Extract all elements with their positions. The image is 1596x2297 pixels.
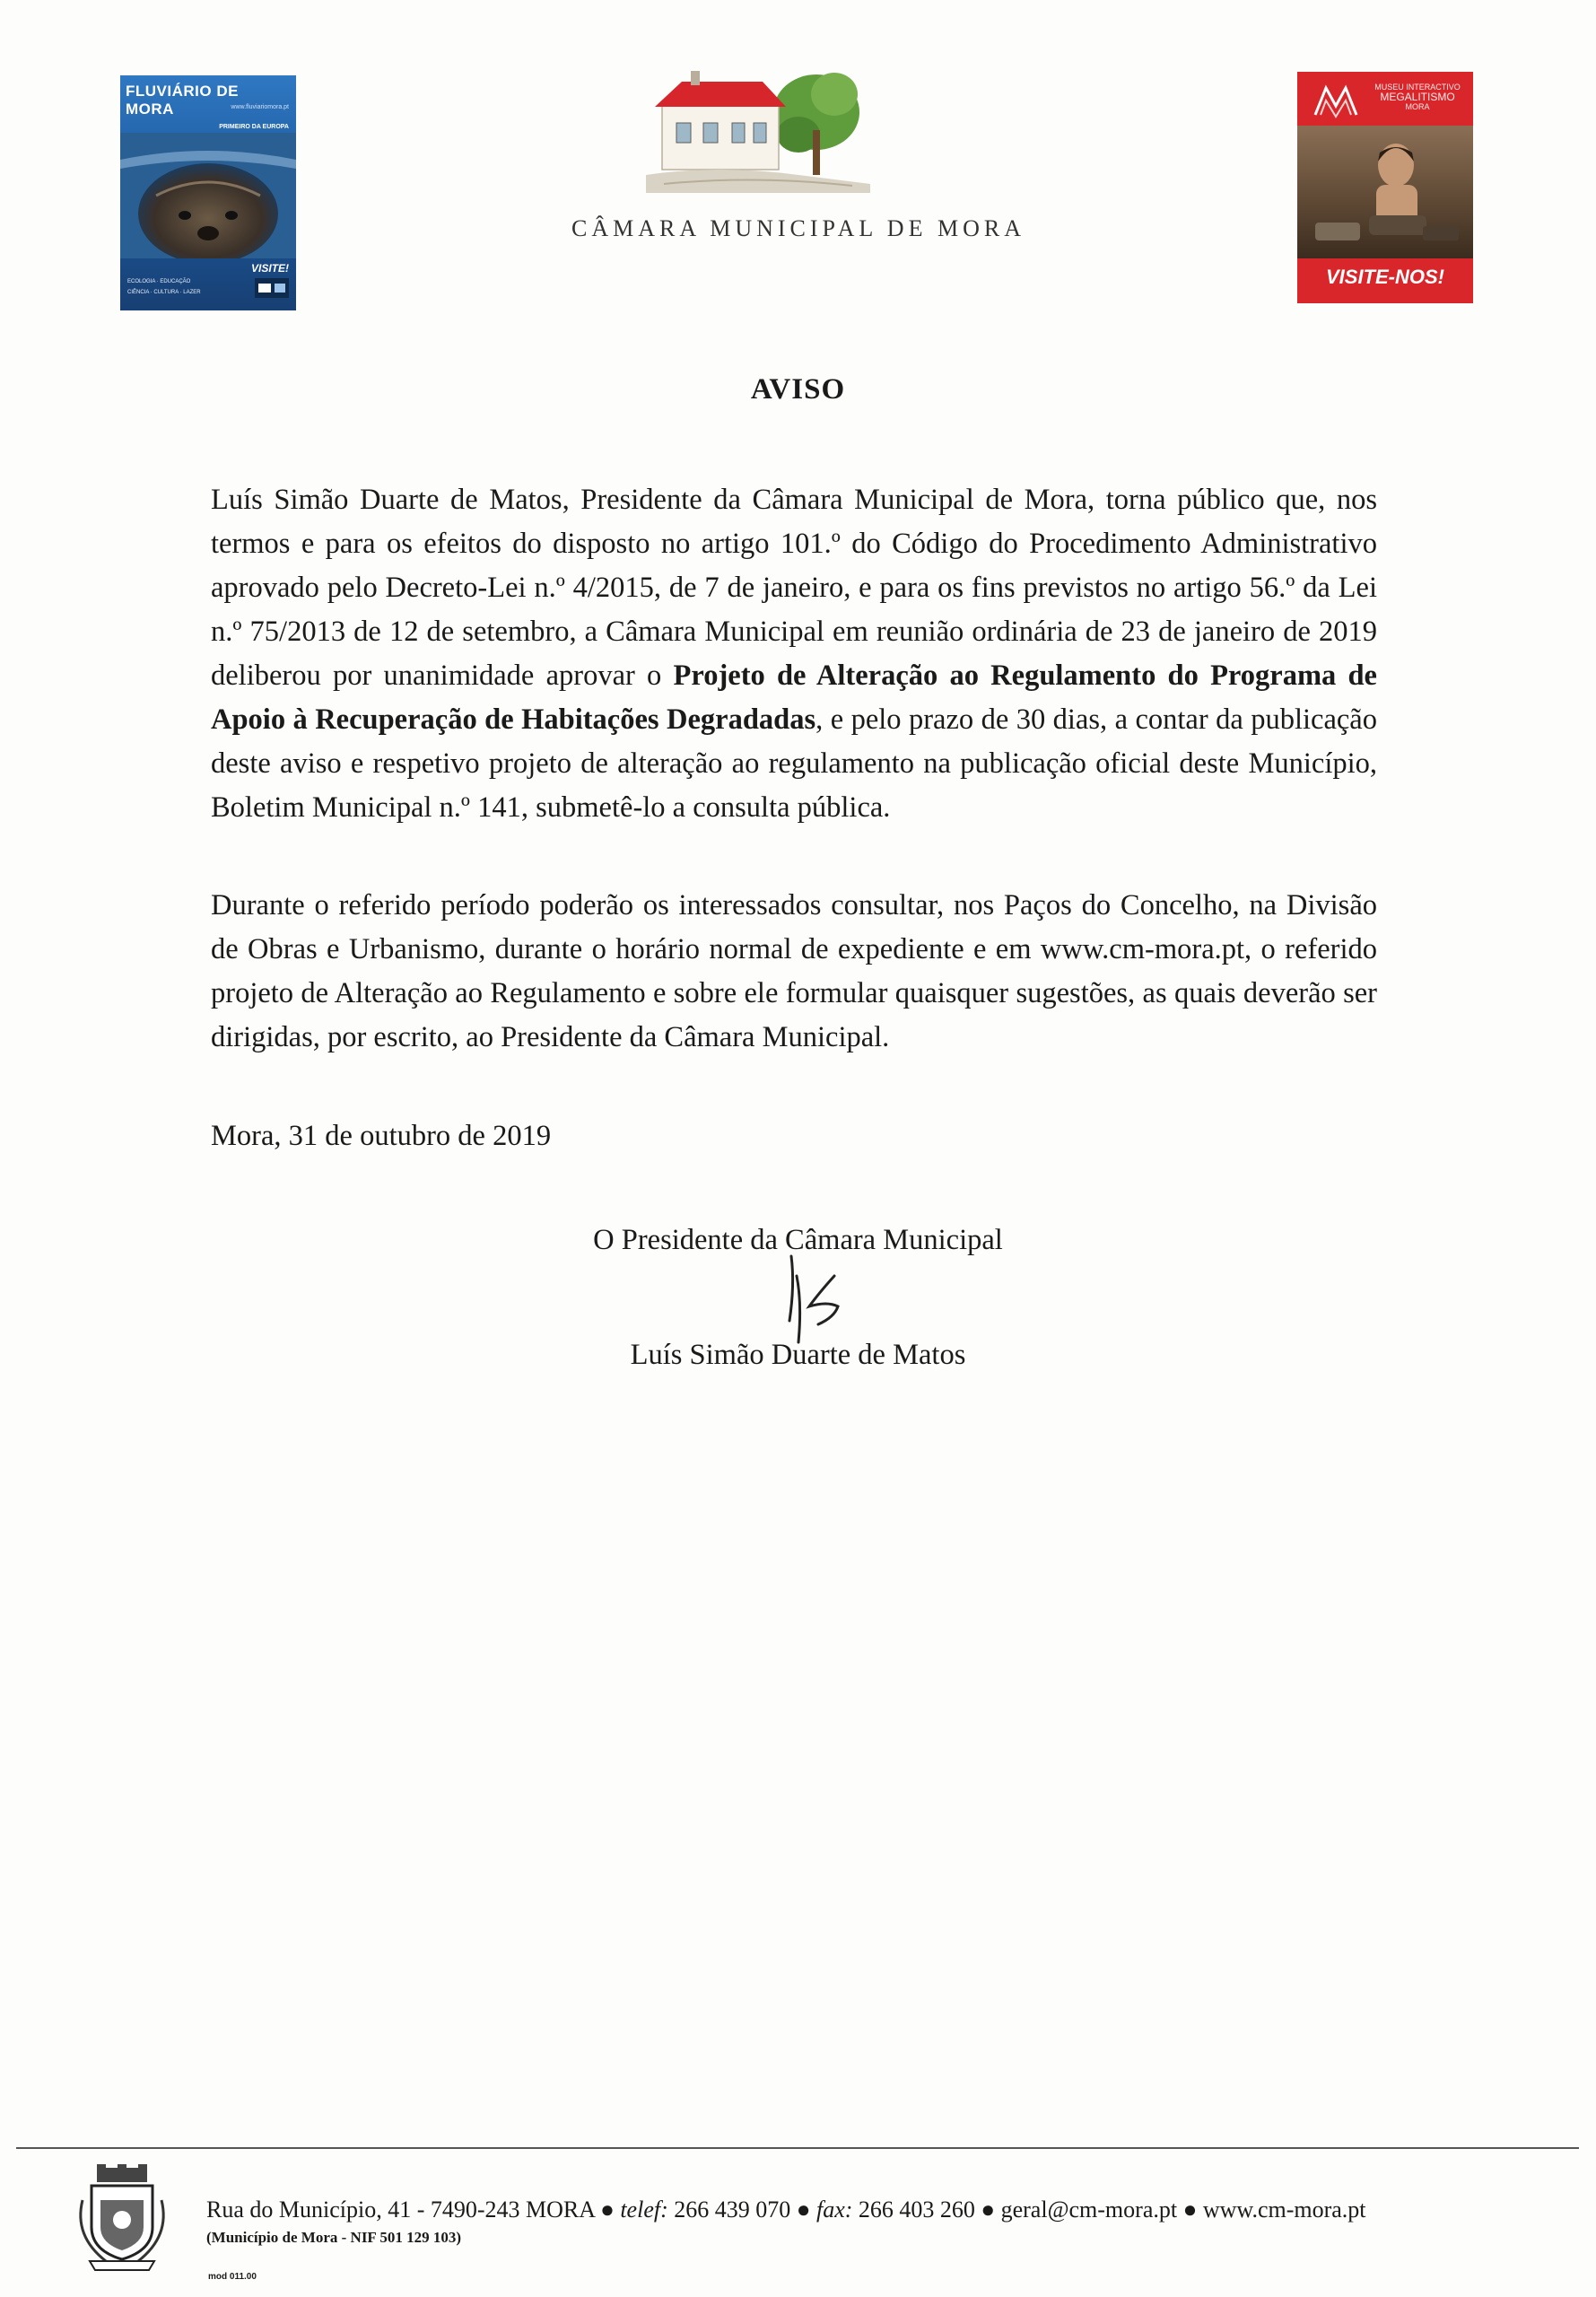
fluviario-mini-logo-icon bbox=[255, 278, 289, 298]
municipal-coat-of-arms-icon bbox=[70, 2164, 174, 2272]
footer-tel-label: telef: bbox=[620, 2197, 668, 2223]
form-code: mod 011.00 bbox=[208, 2272, 257, 2282]
footer-tel: 266 439 070 bbox=[674, 2197, 791, 2223]
footer-divider bbox=[16, 2147, 1579, 2149]
notice-paragraph-1-rest: , e pelo prazo de 30 dias, a contar da publicação deste aviso e respetivo projeto de alteração ao regulamento na publicação oficial deste Município, Boletim Municipal n.º 141, submetê-lo a consulta pública. bbox=[211, 703, 1377, 824]
fluviario-subtitle: PRIMEIRO DA EUROPA bbox=[219, 124, 289, 130]
signatory-role: O Presidente da Câmara Municipal bbox=[593, 1224, 1003, 1256]
fluviario-tags-line1: ECOLOGIA · EDUCAÇÃO bbox=[127, 279, 191, 284]
museu-badge bbox=[1297, 72, 1473, 303]
fluviario-tags-line2: CIÊNCIA · CULTURA · LAZER bbox=[127, 290, 201, 295]
footer-website-link[interactable]: www.cm-mora.pt bbox=[1202, 2197, 1366, 2223]
fluviario-title: FLUVIÁRIO DE MORA bbox=[126, 83, 239, 118]
organization-name: CÂMARA MUNICIPAL DE MORA bbox=[571, 215, 1025, 241]
notice-paragraph-1 bbox=[211, 478, 1377, 830]
otter-photo-icon bbox=[120, 133, 296, 258]
museu-visite: VISITE-NOS! bbox=[1325, 266, 1444, 288]
museu-photo bbox=[1297, 126, 1473, 258]
notice-date: Mora, 31 de outubro de 2019 bbox=[211, 1120, 552, 1152]
notice-paragraph-2: Durante o referido período poderão os interessados consultar, nos Paços do Concelho, na Divisão de Obras e Urbanismo, durante o horário normal de expediente e em www.cm-mora.pt, o referido projeto de Alteração ao Regulamento e sobre ele formular quaisquer sugestões, as quais deverão ser dirigidas, por escrito, ao Presidente da Câmara Municipal. bbox=[211, 889, 1377, 1053]
footer-fax-label: fax: bbox=[815, 2197, 853, 2223]
fluviario-visite: VISITE! bbox=[250, 262, 289, 275]
town-hall-illustration-icon bbox=[646, 49, 870, 202]
notice-paragraph-1-intro: Luís Simão Duarte de Matos, Presidente da Câmara Municipal de Mora, torna público que, nos termos e para os efeitos do disposto no artigo 101.º do Código do Procedimento Administrativo aprovado pelo Decreto-Lei n.º 4/2015, de 7 de janeiro, e para os fins previstos no artigo 56.º da Lei n.º 75/2013 de 12 de setembro, a Câmara Municipal em reunião ordinária de 23 de janeiro de 2019 deliberou por unanimidade aprovar o bbox=[211, 484, 1377, 692]
fluviario-url: www.fluviariomora.pt bbox=[231, 104, 289, 110]
prehistoric-man-icon bbox=[1297, 126, 1473, 258]
footer-address: Rua do Município, 41 - 7490-243 MORA bbox=[206, 2197, 595, 2223]
museu-logo-icon bbox=[1313, 83, 1358, 118]
signatory-name: Luís Simão Duarte de Matos bbox=[630, 1339, 966, 1371]
museu-name-line3: MORA bbox=[1405, 102, 1430, 111]
museu-name-line1: MUSEU INTERACTIVO bbox=[1374, 83, 1461, 92]
fluviario-badge bbox=[120, 75, 296, 310]
notice-title: AVISO bbox=[750, 373, 846, 406]
museu-name-line2: MEGALITISMO bbox=[1380, 91, 1455, 103]
footer-fax: 266 403 260 bbox=[858, 2197, 975, 2223]
footer-contact-line: Rua do Município, 41 - 7490-243 MORA ● telef: 266 439 070 ● fax: 266 403 260 ● geral@cm-mora.pt ● www.cm-mora.pt bbox=[206, 2197, 1366, 2223]
regulation-title: Projeto de Alteração ao Regulamento do Programa de Apoio à Recuperação de Habitações Degradadas bbox=[211, 659, 1377, 736]
handwritten-signature-icon bbox=[755, 1249, 872, 1348]
footer-nif: (Município de Mora - NIF 501 129 103) bbox=[206, 2229, 462, 2246]
fluviario-tags bbox=[127, 276, 226, 298]
museu-name bbox=[1365, 83, 1470, 112]
footer-email-link[interactable]: geral@cm-mora.pt bbox=[1000, 2197, 1178, 2223]
